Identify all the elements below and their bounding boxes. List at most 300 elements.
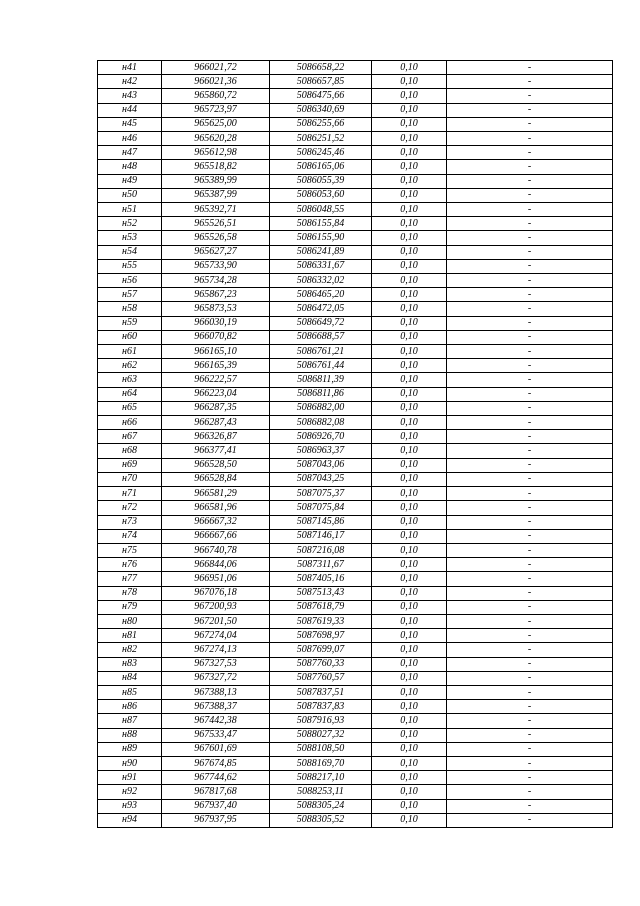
y-coordinate-cell: 5088305,52 <box>270 813 372 827</box>
x-coordinate-cell: 966030,19 <box>162 316 270 330</box>
accuracy-cell: 0,10 <box>372 61 447 75</box>
point-name-cell: н59 <box>98 316 162 330</box>
y-coordinate-cell: 5086649,72 <box>270 316 372 330</box>
x-coordinate-cell: 967327,72 <box>162 671 270 685</box>
table-row <box>98 714 613 728</box>
x-coordinate-cell: 966667,66 <box>162 529 270 543</box>
y-coordinate-cell: 5087216,08 <box>270 543 372 557</box>
accuracy-cell: 0,10 <box>372 401 447 415</box>
accuracy-cell: 0,10 <box>372 643 447 657</box>
description-cell: - <box>447 203 613 217</box>
table-row <box>98 174 613 188</box>
description-cell: - <box>447 132 613 146</box>
description-cell: - <box>447 714 613 728</box>
accuracy-cell: 0,10 <box>372 629 447 643</box>
accuracy-cell: 0,10 <box>372 217 447 231</box>
description-cell: - <box>447 373 613 387</box>
accuracy-cell: 0,10 <box>372 657 447 671</box>
description-cell: - <box>447 174 613 188</box>
y-coordinate-cell: 5087698,97 <box>270 629 372 643</box>
y-coordinate-cell: 5086811,39 <box>270 373 372 387</box>
accuracy-cell: 0,10 <box>372 245 447 259</box>
x-coordinate-cell: 965723,97 <box>162 103 270 117</box>
point-name-cell: н66 <box>98 416 162 430</box>
y-coordinate-cell: 5087619,33 <box>270 614 372 628</box>
description-cell: - <box>447 600 613 614</box>
accuracy-cell: 0,10 <box>372 387 447 401</box>
table-row <box>98 472 613 486</box>
x-coordinate-cell: 967817,68 <box>162 785 270 799</box>
point-name-cell: н56 <box>98 274 162 288</box>
y-coordinate-cell: 5088305,24 <box>270 799 372 813</box>
x-coordinate-cell: 967327,53 <box>162 657 270 671</box>
y-coordinate-cell: 5086165,06 <box>270 160 372 174</box>
table-row <box>98 515 613 529</box>
x-coordinate-cell: 966287,35 <box>162 401 270 415</box>
y-coordinate-cell: 5086761,44 <box>270 359 372 373</box>
description-cell: - <box>447 359 613 373</box>
table-row <box>98 671 613 685</box>
description-cell: - <box>447 487 613 501</box>
point-name-cell: н47 <box>98 146 162 160</box>
point-name-cell: н91 <box>98 771 162 785</box>
point-name-cell: н90 <box>98 756 162 770</box>
accuracy-cell: 0,10 <box>372 444 447 458</box>
x-coordinate-cell: 965867,23 <box>162 288 270 302</box>
y-coordinate-cell: 5086963,37 <box>270 444 372 458</box>
accuracy-cell: 0,10 <box>372 614 447 628</box>
table-row <box>98 217 613 231</box>
point-name-cell: н43 <box>98 89 162 103</box>
x-coordinate-cell: 966165,10 <box>162 345 270 359</box>
accuracy-cell: 0,10 <box>372 515 447 529</box>
description-cell: - <box>447 117 613 131</box>
x-coordinate-cell: 966021,72 <box>162 61 270 75</box>
description-cell: - <box>447 458 613 472</box>
description-cell: - <box>447 671 613 685</box>
table-row <box>98 345 613 359</box>
x-coordinate-cell: 966165,39 <box>162 359 270 373</box>
point-name-cell: н77 <box>98 572 162 586</box>
y-coordinate-cell: 5088108,50 <box>270 742 372 756</box>
accuracy-cell: 0,10 <box>372 274 447 288</box>
point-name-cell: н57 <box>98 288 162 302</box>
description-cell: - <box>447 799 613 813</box>
description-cell: - <box>447 274 613 288</box>
description-cell: - <box>447 160 613 174</box>
description-cell: - <box>447 316 613 330</box>
x-coordinate-cell: 967674,85 <box>162 756 270 770</box>
table-row <box>98 614 613 628</box>
table-row <box>98 756 613 770</box>
x-coordinate-cell: 965389,99 <box>162 174 270 188</box>
description-cell: - <box>447 401 613 415</box>
x-coordinate-cell: 966222,57 <box>162 373 270 387</box>
y-coordinate-cell: 5086332,02 <box>270 274 372 288</box>
point-name-cell: н93 <box>98 799 162 813</box>
y-coordinate-cell: 5086048,55 <box>270 203 372 217</box>
y-coordinate-cell: 5087513,43 <box>270 586 372 600</box>
x-coordinate-cell: 967533,47 <box>162 728 270 742</box>
x-coordinate-cell: 965860,72 <box>162 89 270 103</box>
description-cell: - <box>447 188 613 202</box>
description-cell: - <box>447 700 613 714</box>
y-coordinate-cell: 5086241,89 <box>270 245 372 259</box>
point-name-cell: н65 <box>98 401 162 415</box>
accuracy-cell: 0,10 <box>372 813 447 827</box>
y-coordinate-cell: 5087145,86 <box>270 515 372 529</box>
table-row <box>98 316 613 330</box>
y-coordinate-cell: 5088027,32 <box>270 728 372 742</box>
y-coordinate-cell: 5086340,69 <box>270 103 372 117</box>
x-coordinate-cell: 966667,32 <box>162 515 270 529</box>
table-row <box>98 543 613 557</box>
point-name-cell: н83 <box>98 657 162 671</box>
accuracy-cell: 0,10 <box>372 345 447 359</box>
table-row <box>98 401 613 415</box>
table-row <box>98 487 613 501</box>
point-name-cell: н53 <box>98 231 162 245</box>
point-name-cell: н62 <box>98 359 162 373</box>
point-name-cell: н61 <box>98 345 162 359</box>
x-coordinate-cell: 967388,37 <box>162 700 270 714</box>
x-coordinate-cell: 965733,90 <box>162 259 270 273</box>
accuracy-cell: 0,10 <box>372 785 447 799</box>
y-coordinate-cell: 5086926,70 <box>270 430 372 444</box>
y-coordinate-cell: 5088169,70 <box>270 756 372 770</box>
description-cell: - <box>447 501 613 515</box>
accuracy-cell: 0,10 <box>372 700 447 714</box>
x-coordinate-cell: 967937,40 <box>162 799 270 813</box>
point-name-cell: н94 <box>98 813 162 827</box>
y-coordinate-cell: 5087916,93 <box>270 714 372 728</box>
accuracy-cell: 0,10 <box>372 359 447 373</box>
accuracy-cell: 0,10 <box>372 316 447 330</box>
point-name-cell: н87 <box>98 714 162 728</box>
accuracy-cell: 0,10 <box>372 558 447 572</box>
table-row <box>98 330 613 344</box>
table-row <box>98 771 613 785</box>
table-row <box>98 188 613 202</box>
x-coordinate-cell: 965387,99 <box>162 188 270 202</box>
description-cell: - <box>447 728 613 742</box>
point-name-cell: н84 <box>98 671 162 685</box>
point-name-cell: н69 <box>98 458 162 472</box>
point-name-cell: н55 <box>98 259 162 273</box>
table-row <box>98 288 613 302</box>
accuracy-cell: 0,10 <box>372 330 447 344</box>
description-cell: - <box>447 345 613 359</box>
table-row <box>98 132 613 146</box>
table-row <box>98 629 613 643</box>
point-name-cell: н49 <box>98 174 162 188</box>
y-coordinate-cell: 5088217,10 <box>270 771 372 785</box>
description-cell: - <box>447 529 613 543</box>
description-cell: - <box>447 643 613 657</box>
x-coordinate-cell: 965392,71 <box>162 203 270 217</box>
table-row <box>98 203 613 217</box>
y-coordinate-cell: 5087075,84 <box>270 501 372 515</box>
point-name-cell: н58 <box>98 302 162 316</box>
x-coordinate-cell: 967274,04 <box>162 629 270 643</box>
accuracy-cell: 0,10 <box>372 742 447 756</box>
x-coordinate-cell: 965612,98 <box>162 146 270 160</box>
description-cell: - <box>447 330 613 344</box>
table-row <box>98 600 613 614</box>
table-row <box>98 302 613 316</box>
y-coordinate-cell: 5087699,07 <box>270 643 372 657</box>
y-coordinate-cell: 5086155,90 <box>270 231 372 245</box>
x-coordinate-cell: 966223,04 <box>162 387 270 401</box>
y-coordinate-cell: 5086761,21 <box>270 345 372 359</box>
description-cell: - <box>447 146 613 160</box>
description-cell: - <box>447 657 613 671</box>
accuracy-cell: 0,10 <box>372 160 447 174</box>
y-coordinate-cell: 5086475,66 <box>270 89 372 103</box>
table-row <box>98 373 613 387</box>
point-name-cell: н82 <box>98 643 162 657</box>
point-name-cell: н81 <box>98 629 162 643</box>
point-name-cell: н51 <box>98 203 162 217</box>
point-name-cell: н92 <box>98 785 162 799</box>
table-row <box>98 586 613 600</box>
x-coordinate-cell: 966740,78 <box>162 543 270 557</box>
y-coordinate-cell: 5087837,83 <box>270 700 372 714</box>
x-coordinate-cell: 966070,82 <box>162 330 270 344</box>
description-cell: - <box>447 756 613 770</box>
description-cell: - <box>447 515 613 529</box>
table-row <box>98 416 613 430</box>
x-coordinate-cell: 967200,93 <box>162 600 270 614</box>
point-name-cell: н79 <box>98 600 162 614</box>
table-row <box>98 685 613 699</box>
table-row <box>98 785 613 799</box>
accuracy-cell: 0,10 <box>372 472 447 486</box>
accuracy-cell: 0,10 <box>372 288 447 302</box>
y-coordinate-cell: 5086053,60 <box>270 188 372 202</box>
accuracy-cell: 0,10 <box>372 771 447 785</box>
y-coordinate-cell: 5086245,46 <box>270 146 372 160</box>
description-cell: - <box>447 572 613 586</box>
point-name-cell: н75 <box>98 543 162 557</box>
x-coordinate-cell: 965518,82 <box>162 160 270 174</box>
x-coordinate-cell: 966377,41 <box>162 444 270 458</box>
point-name-cell: н54 <box>98 245 162 259</box>
x-coordinate-cell: 967076,18 <box>162 586 270 600</box>
x-coordinate-cell: 966287,43 <box>162 416 270 430</box>
description-cell: - <box>447 416 613 430</box>
point-name-cell: н86 <box>98 700 162 714</box>
point-name-cell: н48 <box>98 160 162 174</box>
y-coordinate-cell: 5087043,06 <box>270 458 372 472</box>
table-row <box>98 430 613 444</box>
x-coordinate-cell: 966844,06 <box>162 558 270 572</box>
description-cell: - <box>447 259 613 273</box>
point-name-cell: н89 <box>98 742 162 756</box>
description-cell: - <box>447 785 613 799</box>
table-row <box>98 700 613 714</box>
coordinates-table <box>97 60 613 828</box>
description-cell: - <box>447 685 613 699</box>
y-coordinate-cell: 5087043,25 <box>270 472 372 486</box>
accuracy-cell: 0,10 <box>372 586 447 600</box>
description-cell: - <box>447 543 613 557</box>
description-cell: - <box>447 288 613 302</box>
accuracy-cell: 0,10 <box>372 89 447 103</box>
point-name-cell: н68 <box>98 444 162 458</box>
description-cell: - <box>447 813 613 827</box>
x-coordinate-cell: 966951,06 <box>162 572 270 586</box>
x-coordinate-cell: 965620,28 <box>162 132 270 146</box>
point-name-cell: н70 <box>98 472 162 486</box>
x-coordinate-cell: 966528,50 <box>162 458 270 472</box>
point-name-cell: н80 <box>98 614 162 628</box>
description-cell: - <box>447 89 613 103</box>
table-row <box>98 146 613 160</box>
x-coordinate-cell: 966528,84 <box>162 472 270 486</box>
y-coordinate-cell: 5086472,05 <box>270 302 372 316</box>
accuracy-cell: 0,10 <box>372 75 447 89</box>
table-row <box>98 245 613 259</box>
y-coordinate-cell: 5086055,39 <box>270 174 372 188</box>
point-name-cell: н73 <box>98 515 162 529</box>
description-cell: - <box>447 742 613 756</box>
point-name-cell: н42 <box>98 75 162 89</box>
point-name-cell: н44 <box>98 103 162 117</box>
point-name-cell: н76 <box>98 558 162 572</box>
accuracy-cell: 0,10 <box>372 671 447 685</box>
y-coordinate-cell: 5086882,08 <box>270 416 372 430</box>
table-row <box>98 231 613 245</box>
x-coordinate-cell: 966326,87 <box>162 430 270 444</box>
y-coordinate-cell: 5087760,57 <box>270 671 372 685</box>
table-row <box>98 529 613 543</box>
accuracy-cell: 0,10 <box>372 600 447 614</box>
point-name-cell: н63 <box>98 373 162 387</box>
table-row <box>98 444 613 458</box>
point-name-cell: н52 <box>98 217 162 231</box>
y-coordinate-cell: 5086255,66 <box>270 117 372 131</box>
x-coordinate-cell: 965526,58 <box>162 231 270 245</box>
y-coordinate-cell: 5087405,16 <box>270 572 372 586</box>
point-name-cell: н72 <box>98 501 162 515</box>
table-row <box>98 89 613 103</box>
accuracy-cell: 0,10 <box>372 188 447 202</box>
description-cell: - <box>447 387 613 401</box>
coordinates-table-body <box>98 61 613 828</box>
y-coordinate-cell: 5086658,22 <box>270 61 372 75</box>
table-row <box>98 558 613 572</box>
accuracy-cell: 0,10 <box>372 756 447 770</box>
x-coordinate-cell: 966021,36 <box>162 75 270 89</box>
table-row <box>98 117 613 131</box>
point-name-cell: н46 <box>98 132 162 146</box>
y-coordinate-cell: 5087760,33 <box>270 657 372 671</box>
y-coordinate-cell: 5086331,67 <box>270 259 372 273</box>
description-cell: - <box>447 245 613 259</box>
point-name-cell: н60 <box>98 330 162 344</box>
table-row <box>98 657 613 671</box>
accuracy-cell: 0,10 <box>372 117 447 131</box>
accuracy-cell: 0,10 <box>372 416 447 430</box>
description-cell: - <box>447 771 613 785</box>
x-coordinate-cell: 965873,53 <box>162 302 270 316</box>
table-row <box>98 359 613 373</box>
accuracy-cell: 0,10 <box>372 103 447 117</box>
accuracy-cell: 0,10 <box>372 203 447 217</box>
accuracy-cell: 0,10 <box>372 302 447 316</box>
y-coordinate-cell: 5086251,52 <box>270 132 372 146</box>
table-row <box>98 813 613 827</box>
accuracy-cell: 0,10 <box>372 259 447 273</box>
point-name-cell: н88 <box>98 728 162 742</box>
accuracy-cell: 0,10 <box>372 430 447 444</box>
point-name-cell: н64 <box>98 387 162 401</box>
accuracy-cell: 0,10 <box>372 501 447 515</box>
table-row <box>98 274 613 288</box>
description-cell: - <box>447 472 613 486</box>
y-coordinate-cell: 5088253,11 <box>270 785 372 799</box>
description-cell: - <box>447 430 613 444</box>
y-coordinate-cell: 5087311,67 <box>270 558 372 572</box>
x-coordinate-cell: 966581,96 <box>162 501 270 515</box>
x-coordinate-cell: 967744,62 <box>162 771 270 785</box>
accuracy-cell: 0,10 <box>372 529 447 543</box>
accuracy-cell: 0,10 <box>372 543 447 557</box>
accuracy-cell: 0,10 <box>372 146 447 160</box>
x-coordinate-cell: 967601,69 <box>162 742 270 756</box>
description-cell: - <box>447 302 613 316</box>
y-coordinate-cell: 5087837,51 <box>270 685 372 699</box>
description-cell: - <box>447 614 613 628</box>
description-cell: - <box>447 629 613 643</box>
y-coordinate-cell: 5087075,37 <box>270 487 372 501</box>
table-row <box>98 728 613 742</box>
x-coordinate-cell: 967388,13 <box>162 685 270 699</box>
point-name-cell: н74 <box>98 529 162 543</box>
point-name-cell: н67 <box>98 430 162 444</box>
x-coordinate-cell: 967274,13 <box>162 643 270 657</box>
accuracy-cell: 0,10 <box>372 572 447 586</box>
description-cell: - <box>447 103 613 117</box>
point-name-cell: н85 <box>98 685 162 699</box>
x-coordinate-cell: 965627,27 <box>162 245 270 259</box>
table-row <box>98 75 613 89</box>
table-row <box>98 458 613 472</box>
x-coordinate-cell: 966581,29 <box>162 487 270 501</box>
accuracy-cell: 0,10 <box>372 132 447 146</box>
y-coordinate-cell: 5087146,17 <box>270 529 372 543</box>
accuracy-cell: 0,10 <box>372 458 447 472</box>
table-row <box>98 501 613 515</box>
description-cell: - <box>447 444 613 458</box>
table-row <box>98 742 613 756</box>
y-coordinate-cell: 5086657,85 <box>270 75 372 89</box>
y-coordinate-cell: 5086882,00 <box>270 401 372 415</box>
x-coordinate-cell: 965526,51 <box>162 217 270 231</box>
point-name-cell: н45 <box>98 117 162 131</box>
x-coordinate-cell: 967201,50 <box>162 614 270 628</box>
description-cell: - <box>447 217 613 231</box>
table-row <box>98 643 613 657</box>
y-coordinate-cell: 5086688,57 <box>270 330 372 344</box>
y-coordinate-cell: 5086811,86 <box>270 387 372 401</box>
point-name-cell: н41 <box>98 61 162 75</box>
point-name-cell: н78 <box>98 586 162 600</box>
table-row <box>98 160 613 174</box>
accuracy-cell: 0,10 <box>372 487 447 501</box>
table-row <box>98 387 613 401</box>
